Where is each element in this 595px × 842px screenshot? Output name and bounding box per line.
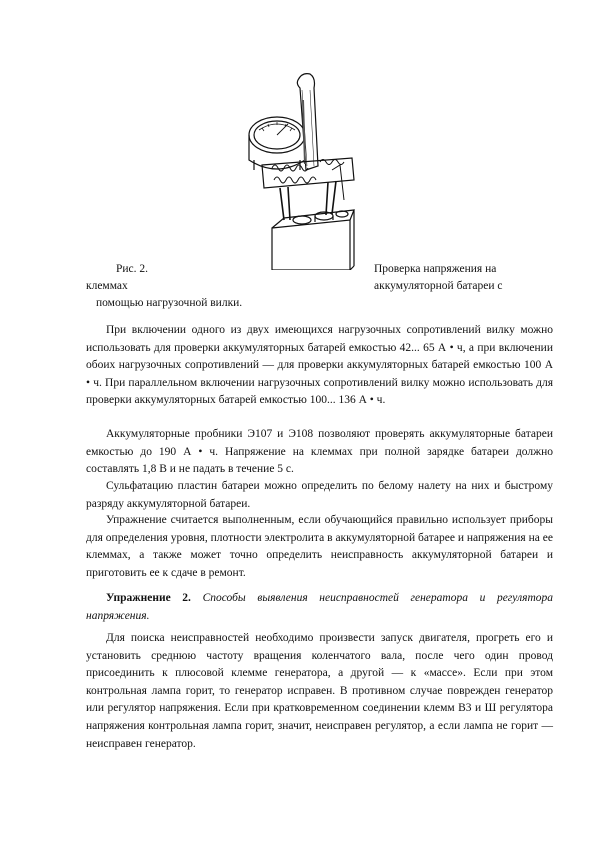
caption-line2-left: клеммах — [86, 280, 128, 292]
paragraph-sulfation: Сульфатацию пластин батареи можно определить по белому налету на них и быстрому разряду аккумуляторной батареи. — [86, 480, 553, 510]
exercise-title: Способы выявления неисправностей генератора и регулятора напряжения. — [86, 592, 553, 622]
exercise-heading — [86, 590, 553, 625]
caption-line3: помощью нагрузочной вилки. — [96, 297, 243, 309]
paragraph-exercise-result: Упражнение считается выполненным, если обучающийся правильно использует приборы для определения уровня, плотности электролита в аккумуляторной батарее и напряжения на ее клеммах, а также может точно определить неисправность аккумуляторной батареи и приготовить ее к сдаче в ремонт. — [86, 514, 553, 579]
paragraph-load-resistors: При включении одного из двух имеющихся нагрузочных сопротивлений вилку можно использовать для проверки аккумуляторных батарей емкостью 42... 65 А • ч, а при включении обоих нагрузочных сопротивлений — для проверки аккумуляторных батарей емкостью 100 А • ч. При параллельном включении нагрузочных сопротивлений вилку можно использовать для проверки аккумуляторных батарей емкостью 100... 136 А • ч. — [86, 324, 553, 407]
caption-line1: Проверка напряжения на — [374, 263, 497, 275]
load-fork-illustration — [232, 70, 362, 270]
caption-line2-right: аккумуляторной батареи с — [374, 280, 503, 292]
figure-number: Рис. 2. — [116, 263, 149, 275]
exercise-label: Упражнение 2. — [106, 592, 191, 604]
paragraph-diagnostics: Для поиска неисправностей необходимо произвести запуск двигателя, прогреть его и установить среднюю частоту вращения коленчатого вала, после чего один провод присоединить к плюсовой клемме генератора, а другой — к «массе». Если при этом контрольная лампа горит, то генератор исправен. В противном случае поврежден генератор или регулятор напряжения. Если при кратковременном соединении клемм В3 и Ш регулятора напряжения контрольная лампа горит, значит, неисправен регулятор, а если лампа не горит — неисправен генератор. — [86, 632, 553, 750]
paragraph-battery-probes: Аккумуляторные пробники Э107 и Э108 позволяют проверять аккумуляторные батареи емкостью до 190 А • ч. Напряжение на клеммах при полной зарядке батареи должно составлять 1,8 В и не падать в течение 5 с. — [86, 428, 553, 476]
